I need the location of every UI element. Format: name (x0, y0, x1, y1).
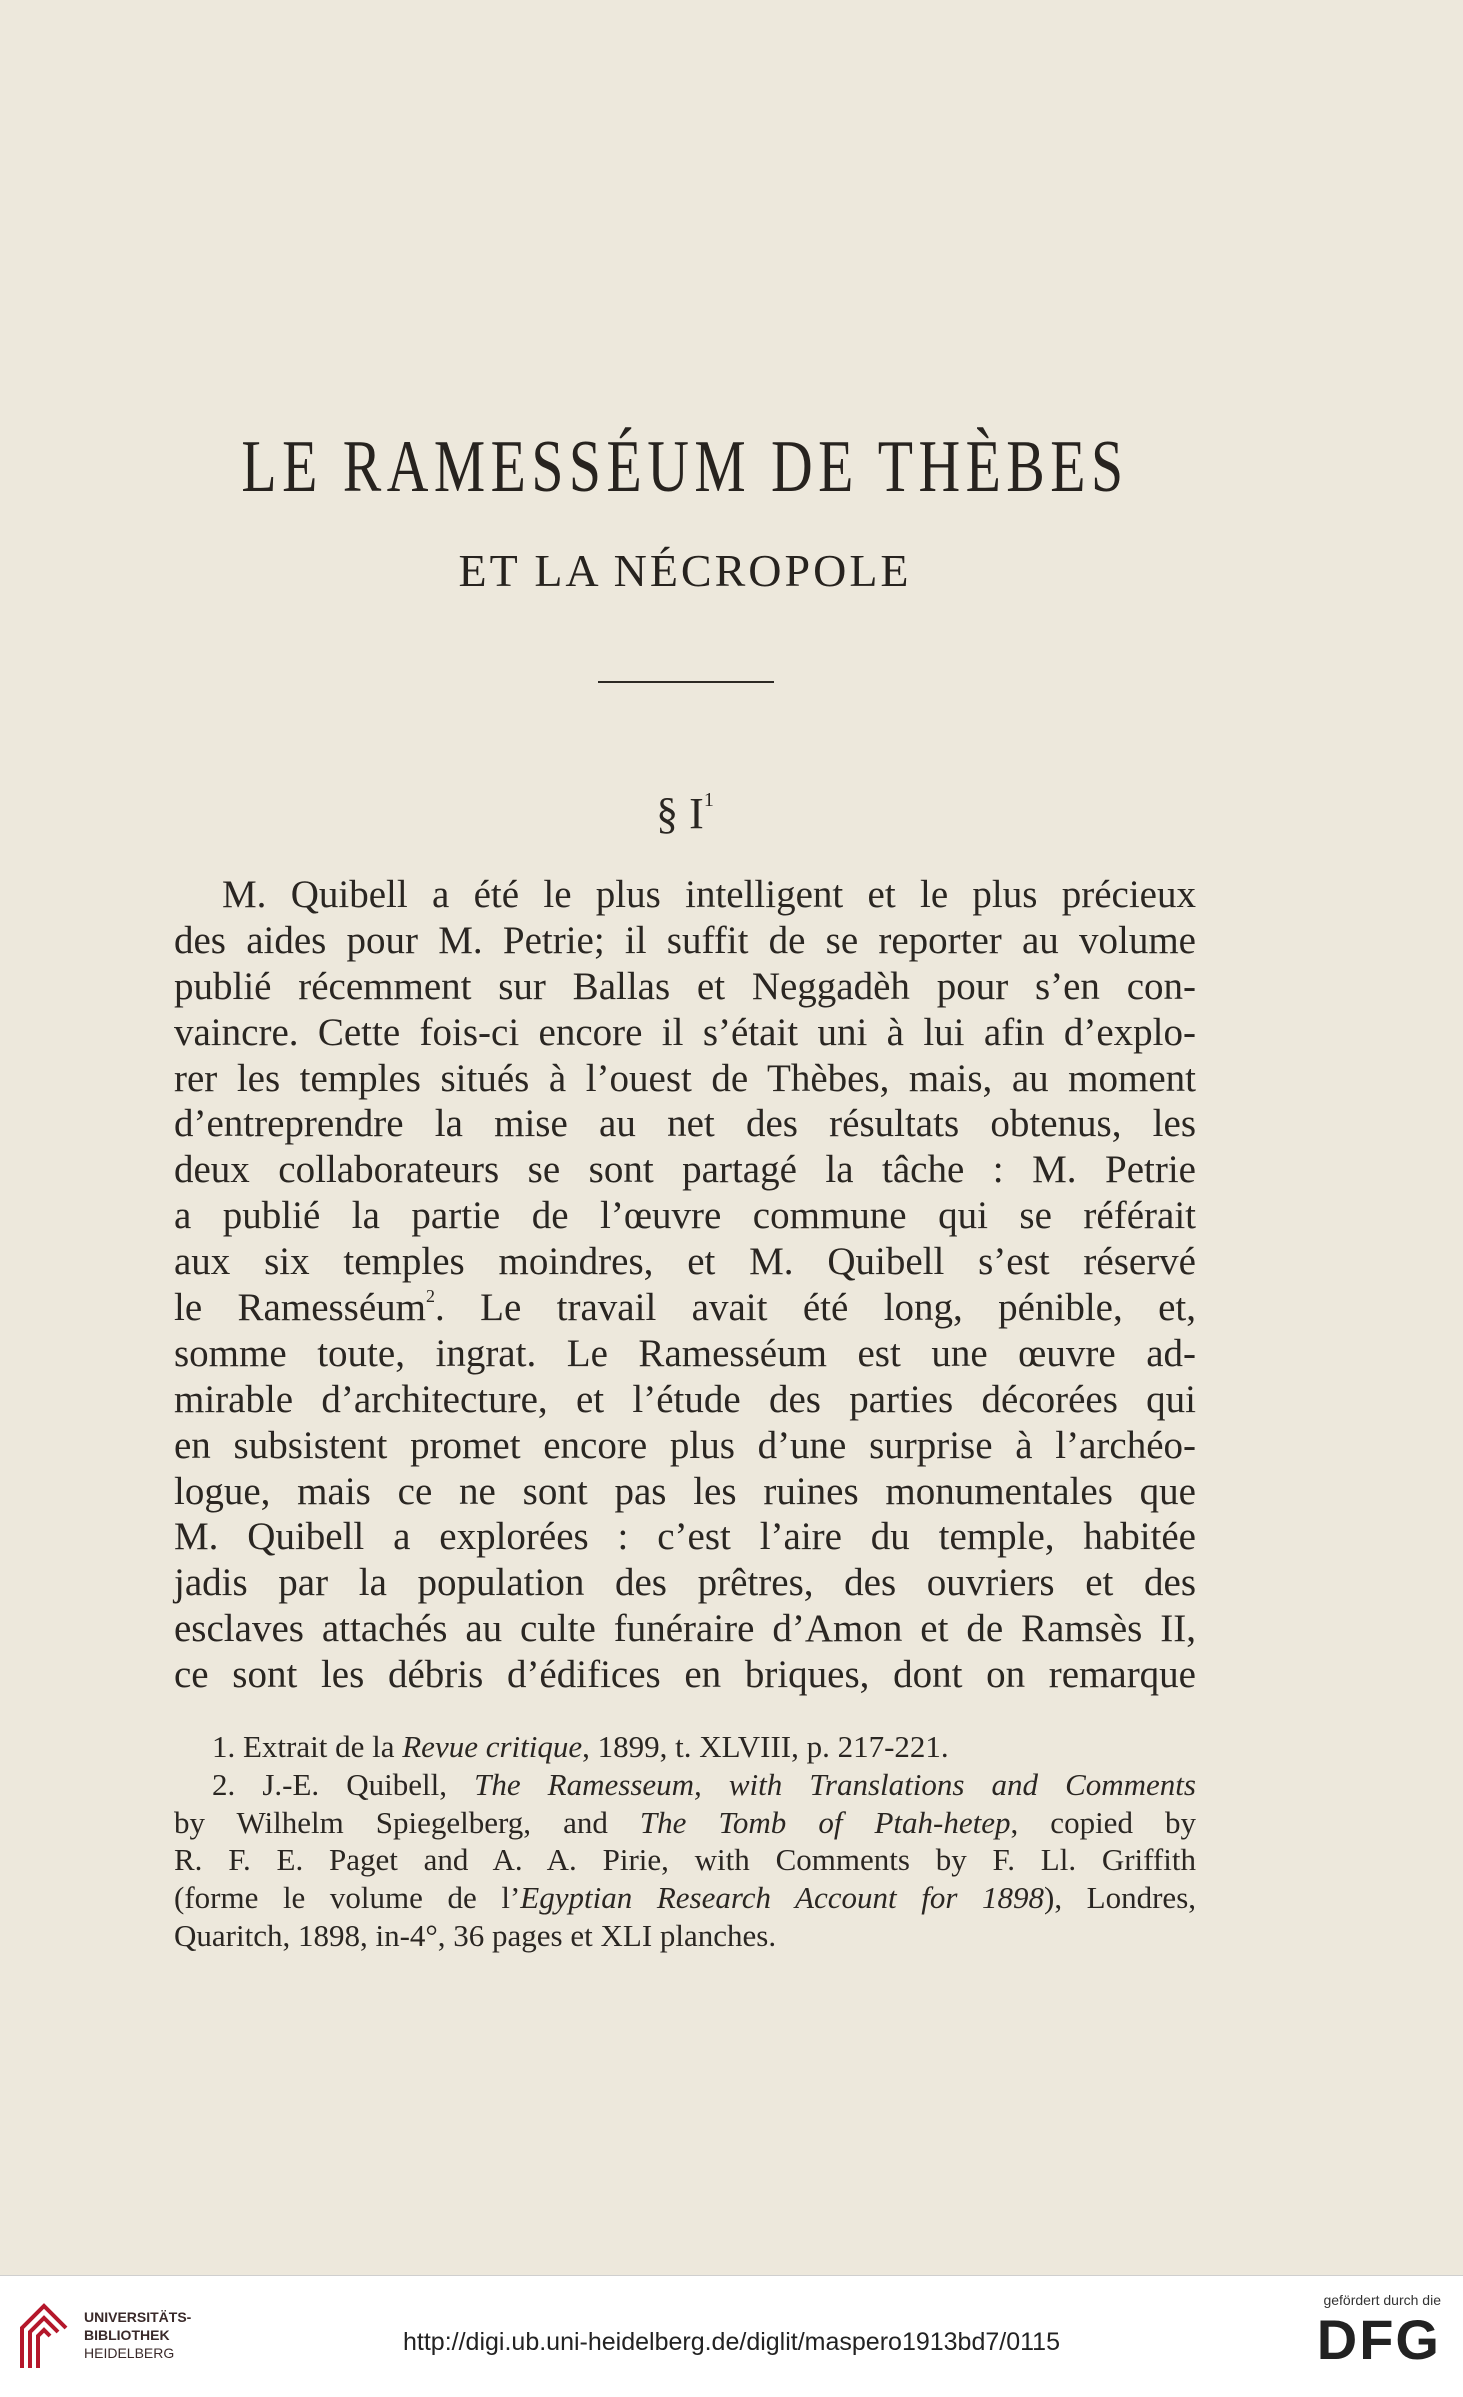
footnote-ref: 2 (426, 1286, 436, 1307)
body-line: mirable d’architecture, et l’étude des parties décorées qui (174, 1377, 1196, 1421)
footnotes (174, 1728, 1196, 1955)
body-line-end: . Le travail avait été long, pénible, et, (435, 1286, 1197, 1330)
footnote-title: The Tomb of Ptah-hetep (639, 1804, 1011, 1840)
body-line: publié récemment sur Ballas et Neggadèh pour s’en con- (174, 964, 1196, 1008)
dfg-logo: DFG (1316, 2308, 1441, 2371)
body-line-start: le Ramesséum (174, 1286, 427, 1330)
footnote-2-line: R. F. E. Paget and A. A. Pirie, with Comments by F. Ll. Griffith (174, 1842, 1196, 1878)
body-line (174, 1285, 1196, 1331)
footnote-text: 1. Extrait de la (212, 1729, 403, 1764)
body-line: somme toute, ingrat. Le Ramesséum est une œuvre ad- (174, 1331, 1196, 1375)
body-line: jadis par la population des prêtres, des ouvriers et des (174, 1561, 1196, 1605)
footnote-title: Egyptian Research Account for 1898 (520, 1880, 1044, 1916)
body-line: aux six temples moindres, et M. Quibell s’est réservé (174, 1240, 1196, 1284)
body-line: en subsistent promet encore plus d’une surprise à l’archéo- (174, 1423, 1196, 1467)
footnote-title: The Ramesseum, with Translations and Comments (474, 1766, 1196, 1802)
permalink-url[interactable]: http://digi.ub.uni-heidelberg.de/diglit/maspero1913bd7/0115 (403, 2328, 1060, 2356)
footnote-text: , copied by (1010, 1804, 1196, 1840)
footnote-text: ), Londres, (1044, 1880, 1197, 1916)
page-subtitle: ET LA NÉCROPOLE (458, 545, 912, 596)
body-line: M. Quibell a explorées : c’est l’aire du temple, habitée (174, 1515, 1196, 1559)
body-line: logue, mais ce ne sont pas les ruines monumentales que (174, 1469, 1196, 1513)
body-line: rer les temples situés à l’ouest de Thèbes, mais, au moment (174, 1056, 1196, 1100)
body-paragraph (174, 872, 1196, 1698)
body-line: ce sont les débris d’édifices en briques, dont on remarque (174, 1653, 1196, 1697)
footnote-1 (174, 1728, 1196, 1766)
body-line: esclaves attachés au culte funéraire d’Amon et de Ramsès II, (174, 1607, 1196, 1651)
body-line: a publié la partie de l’œuvre commune qui se référait (174, 1194, 1196, 1238)
title-divider (598, 681, 774, 683)
footnote-text: , 1899, t. XLVIII, p. 217-221. (582, 1729, 949, 1764)
body-line: deux collaborateurs se sont partagé la tâche : M. Petrie (174, 1148, 1196, 1192)
page-title: LE RAMESSÉUM DE THÈBES (241, 426, 1129, 508)
body-line: vaincre. Cette fois-ci encore il s’était uni à lui afin d’explo- (174, 1010, 1196, 1054)
footnote-text: 2. J.-E. Quibell, (212, 1766, 475, 1802)
body-line: d’entreprendre la mise au net des résultats obtenus, les (174, 1102, 1196, 1146)
body-line: des aides pour M. Petrie; il suffit de se reporter au volume (174, 918, 1196, 962)
section-heading (0, 790, 1370, 836)
viewer-footer (0, 2275, 1463, 2397)
body-line: M. Quibell a été le plus intelligent et le plus précieux (222, 873, 1196, 916)
section-label: § I (656, 789, 704, 838)
footnote-text: by Wilhelm Spiegelberg, and (174, 1804, 640, 1840)
library-name-line: HEIDELBERG (84, 2345, 175, 2361)
footnote-text: (forme le volume de l’ (174, 1880, 521, 1916)
footnote-2-line (174, 1804, 1196, 1842)
footnote-2-line (174, 1879, 1196, 1917)
footnote-title: Revue critique (402, 1729, 583, 1764)
library-name-line: BIBLIOTHEK (84, 2327, 170, 2343)
footnote-2-line (174, 1766, 1196, 1804)
funding-label: gefördert durch die (1323, 2292, 1441, 2308)
library-name-line: UNIVERSITÄTS- (84, 2309, 192, 2325)
section-footnote-ref: 1 (703, 789, 714, 811)
footnote-2-line: Quaritch, 1898, in-4°, 36 pages et XLI planches. (174, 1917, 777, 1953)
